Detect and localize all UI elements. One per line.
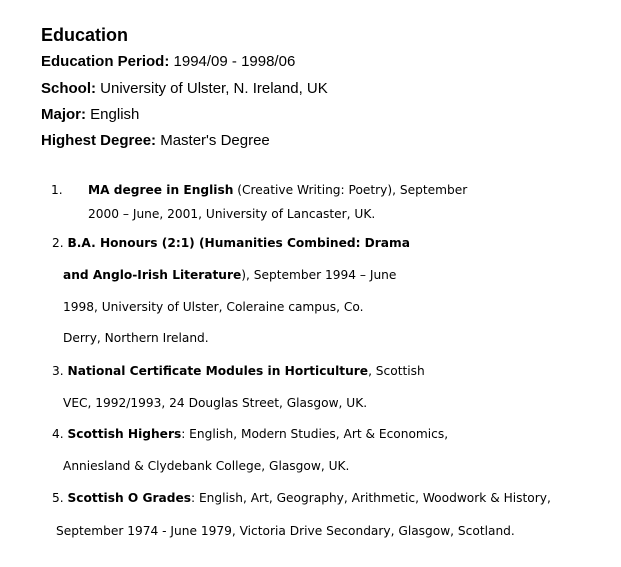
list-item-number: 3. — [52, 364, 64, 378]
list-item-line — [88, 183, 467, 197]
item-text: (Creative Writing: Poetry), September — [233, 183, 468, 197]
degree-title: MA degree in English — [88, 183, 234, 197]
field-value: University of Ulster, N. Ireland, UK — [96, 80, 328, 97]
highest-degree-row — [41, 132, 270, 149]
list-item-number: 2. — [52, 236, 64, 250]
list-item-line — [52, 491, 551, 505]
school-row — [41, 80, 328, 97]
item-text: : English, Art, Geography, Arithmetic, Woodwork & History, — [190, 491, 551, 505]
list-item-line: September 1974 - June 1979, Victoria Drive Secondary, Glasgow, Scotland. — [56, 524, 515, 538]
item-text: , Scottish — [368, 364, 425, 378]
major-row — [41, 106, 139, 123]
field-value: 1994/09 - 1998/06 — [169, 53, 296, 70]
degree-title-cont: and Anglo-Irish Literature — [63, 268, 242, 282]
field-label: School: — [41, 80, 96, 97]
field-value: Master's Degree — [156, 132, 270, 149]
field-label: Highest Degree: — [41, 132, 157, 149]
list-item-line: Derry, Northern Ireland. — [63, 331, 209, 345]
degree-title: Scottish Highers — [67, 427, 182, 441]
list-item-line — [52, 427, 448, 441]
field-label: Education Period: — [41, 53, 170, 70]
field-value: English — [86, 106, 140, 123]
section-title: Education — [41, 25, 129, 45]
degree-title: B.A. Honours (2:1) (Humanities Combined: Drama — [67, 236, 410, 250]
list-item-number: 5. — [52, 491, 64, 505]
item-text: : English, Modern Studies, Art & Economics, — [181, 427, 449, 441]
degree-title: National Certificate Modules in Horticulture — [67, 364, 369, 378]
list-item-line: VEC, 1992/1993, 24 Douglas Street, Glasgow, UK. — [63, 396, 368, 410]
list-item-line: 1998, University of Ulster, Coleraine campus, Co. — [63, 300, 364, 314]
education-period-row — [41, 53, 295, 70]
list-item-line — [63, 268, 396, 282]
list-item-line: 2000 – June, 2001, University of Lancaster, UK. — [88, 207, 376, 221]
list-item-number: 4. — [52, 427, 64, 441]
list-item-line: Anniesland & Clydebank College, Glasgow, UK. — [63, 459, 350, 473]
list-item-number: 1. — [51, 183, 63, 197]
item-text: ), September 1994 – June — [241, 268, 397, 282]
degree-title: Scottish O Grades — [67, 491, 191, 505]
list-item-line — [52, 364, 425, 378]
field-label: Major: — [41, 106, 86, 123]
list-item-line — [52, 236, 410, 250]
